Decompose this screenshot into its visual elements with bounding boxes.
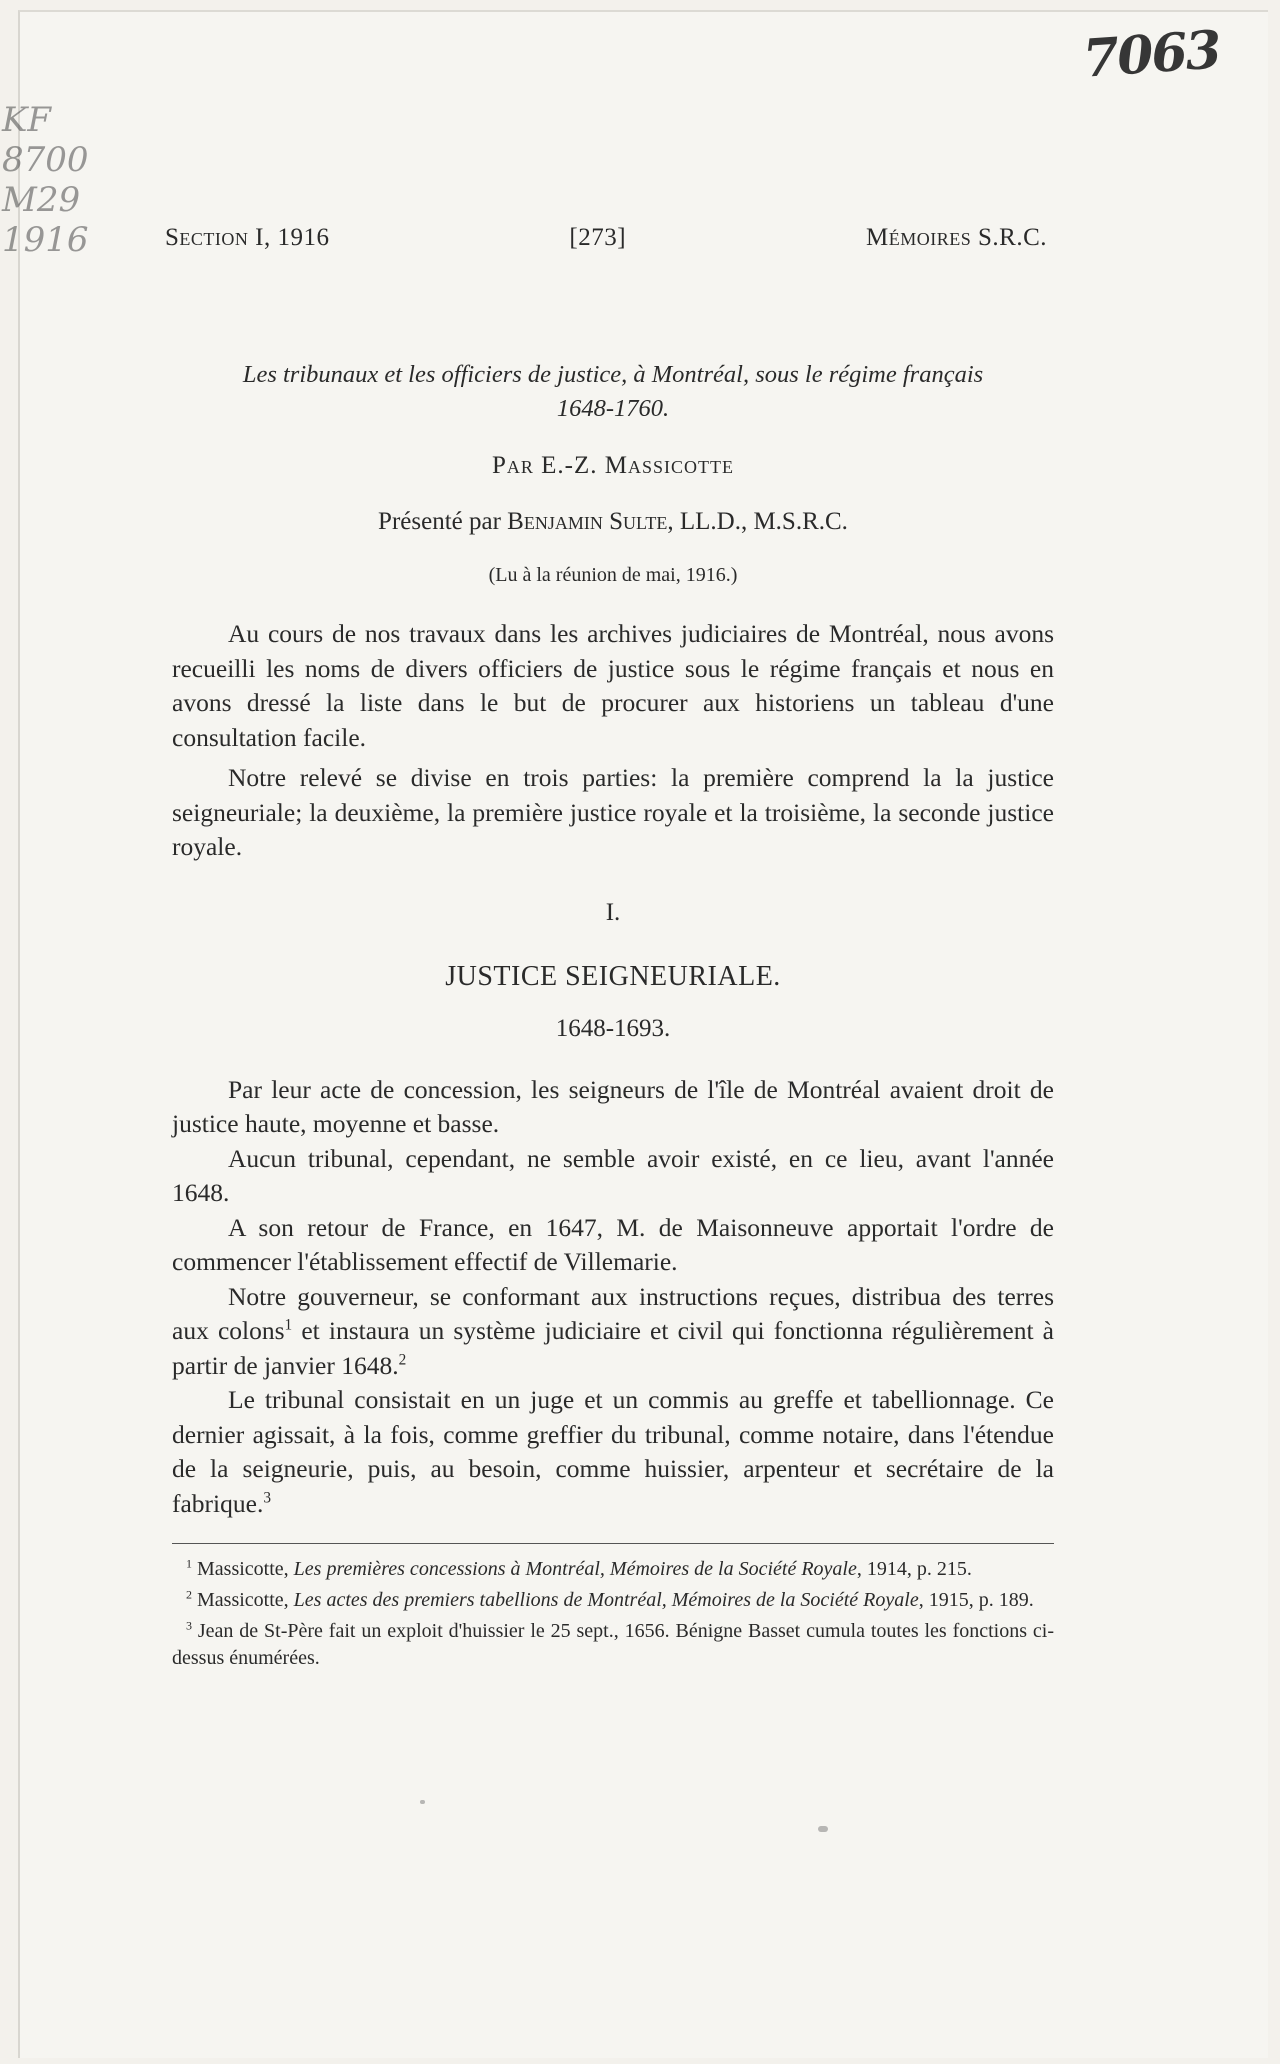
handwritten-call-number: KF 8700 M29 1916 (2, 100, 89, 260)
article-title-dates: 1648-1760. (556, 395, 670, 422)
presenter-credentials: , LL.D., M.S.R.C. (667, 508, 848, 535)
scan-speck (420, 1800, 425, 1804)
section-paragraph-2: Aucun tribunal, cependant, ne semble avoir existé, en ce lieu, avant l'année 1648. (172, 1143, 1054, 1207)
footnote-2-title: Les actes des premiers tabellions de Montréal, Mémoires de la Société Royale (293, 1589, 919, 1611)
section-paragraph-1: Par leur acte de concession, les seigneurs de l'île de Montréal avaient droit de justice haute, moyenne et basse. (172, 1074, 1054, 1138)
paragraph-4-text-a: Notre gouverneur, se conformant aux instructions reçues, distribua des terres aux colons (172, 1281, 1054, 1345)
section-paragraph-5 (172, 1383, 1054, 1521)
footnote-3-number: 3 (186, 1618, 192, 1633)
running-head-section: Section I, 1916 (165, 224, 330, 251)
presented-prefix: Présenté par (378, 508, 508, 535)
article-body (172, 358, 1054, 1676)
footnote-ref-3[interactable]: 3 (263, 1489, 271, 1506)
footnote-divider (172, 1543, 1054, 1544)
footnote-3-text: Jean de St-Père fait un exploit d'huissier le 25 sept., 1656. Bénigne Basset cumula toutes les fonctions ci-dessus énumérées. (172, 1620, 1054, 1669)
handwritten-accession-number: 7063 (1081, 19, 1222, 90)
section-number: I. (605, 898, 621, 926)
footnote-ref-1[interactable]: 1 (284, 1316, 293, 1334)
intro-paragraph-1: Au cours de nos travaux dans les archives judiciaires de Montréal, nous avons recueilli les noms de divers officiers de justice sous le régime français et nous en avons dressé la liste dans le but de procurer aux historiens un tableau d'une consultation facile. (172, 619, 1054, 752)
footnote-2 (172, 1587, 1054, 1614)
footnote-1-author: Massicotte, (192, 1558, 294, 1580)
author-line: Par E.-Z. Massicotte (491, 452, 734, 479)
running-head (165, 224, 1047, 252)
footnote-2-author: Massicotte, (192, 1589, 294, 1611)
footnote-1-details: , 1914, p. 215. (856, 1558, 972, 1580)
paragraph-5-text: Le tribunal consistait en un juge et un commis au greffe et tabellionnage. Ce dernier agissait, à la fois, comme greffier du tribunal, comme notaire, dans l'étendue de la seigneurie, puis, au besoin, comme huissier, arpenteur et secrétaire de la fabrique. (172, 1385, 1054, 1518)
running-head-journal: Mémoires S.R.C. (866, 224, 1047, 251)
footnote-2-number: 2 (186, 1587, 192, 1602)
intro-paragraph-2: Notre relevé se divise en trois parties: la première comprend la la justice seigneuriale; la deuxième, la première justice royale et la troisième, la seconde justice royale. (172, 763, 1054, 861)
read-note: (Lu à la réunion de mai, 1916.) (488, 564, 738, 586)
section-paragraph-4 (172, 1280, 1054, 1384)
footnote-ref-2[interactable]: 2 (398, 1351, 407, 1368)
footnote-3 (172, 1618, 1054, 1672)
scan-speck (818, 1826, 828, 1832)
article-title (172, 358, 1054, 426)
section-dates: 1648-1693. (555, 1014, 671, 1042)
presented-by-line (172, 508, 1054, 536)
article-title-line1: Les tribunaux et les officiers de justice, à Montréal, sous le régime français (242, 361, 984, 388)
page-number: [273] (569, 224, 627, 251)
footnote-1-number: 1 (186, 1556, 192, 1571)
presenter-name: Benjamin Sulte (507, 508, 668, 535)
footnote-1 (172, 1556, 1054, 1583)
section-paragraph-3: A son retour de France, en 1647, M. de Maisonneuve apportait l'ordre de commencer l'établissement effectif de Villemarie. (172, 1212, 1054, 1276)
section-title: JUSTICE SEIGNEURIALE. (445, 960, 781, 992)
paragraph-4-text-b: et instaura un système judiciaire et civil qui fonctionna régulièrement à partir de janvier 1648. (172, 1316, 1054, 1380)
footnote-1-title: Les premières concessions à Montréal, Mémoires de la Société Royale (293, 1558, 857, 1580)
footnote-2-details: , 1915, p. 189. (918, 1589, 1034, 1611)
